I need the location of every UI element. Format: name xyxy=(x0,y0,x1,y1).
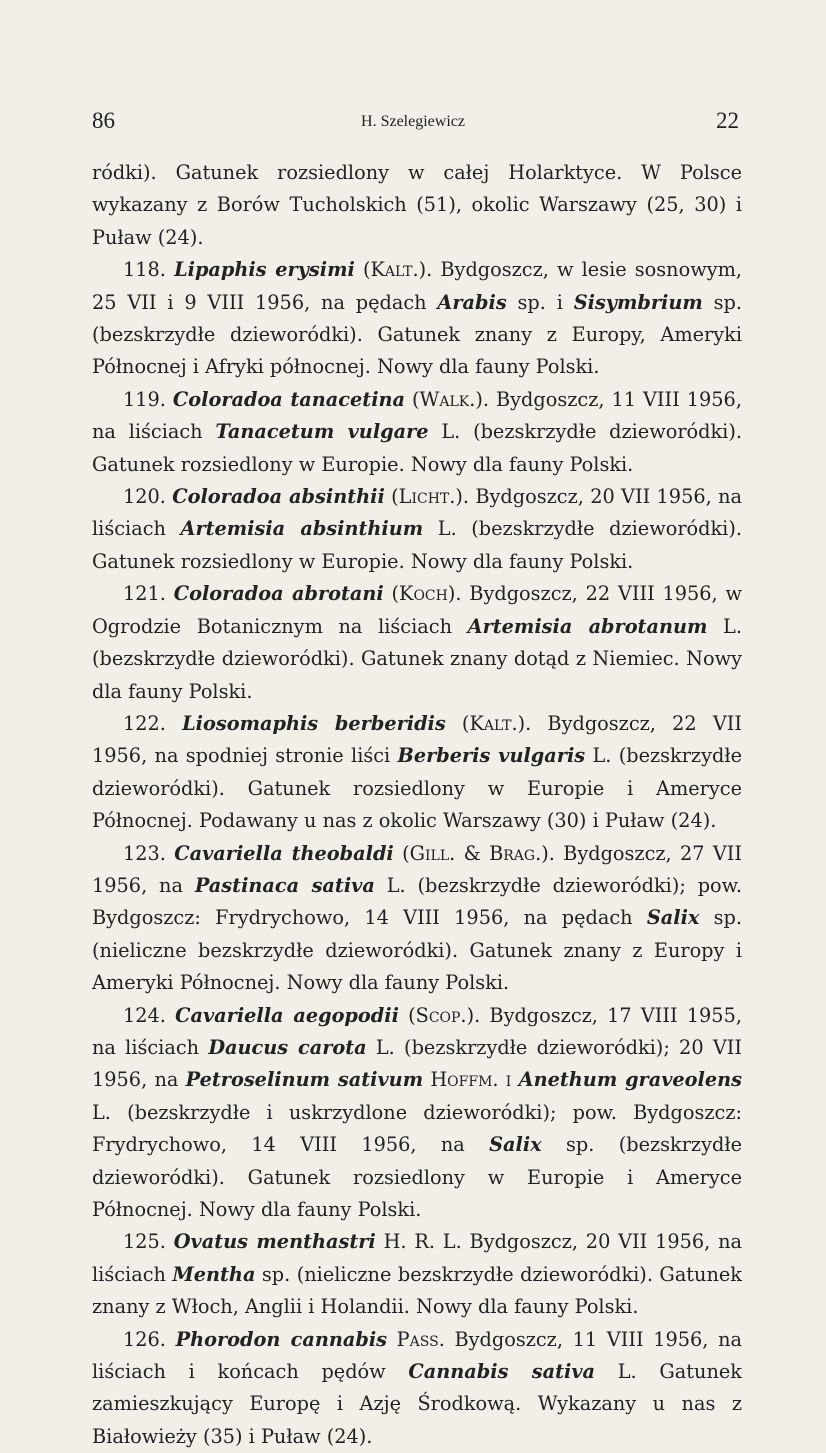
entry-number: 123. xyxy=(123,841,166,865)
plant-name: Cannabis sativa xyxy=(408,1360,596,1384)
species-author: (Walk.). xyxy=(412,387,490,411)
plant-name: Tanacetum vulgare xyxy=(215,420,429,444)
entry-text: sp. (nieliczne bezskrzydłe dzieworódki). Gatunek znany z Włoch, Anglii i Holandii. Nowy dla fauny Polski. xyxy=(92,1262,742,1319)
species-author: H. R. L. xyxy=(383,1230,462,1254)
entry-text: sp. (bezskrzydłe dzieworódki). Gatunek znany z Europy, Ameryki Północnej i Afryki północnej. Nowy dla fauny Polski. xyxy=(92,290,743,379)
entry-125 xyxy=(92,1226,742,1323)
entry-number: 125. xyxy=(123,1230,166,1254)
entry-text: L. (bezskrzydłe dzieworódki). Gatunek rozsiedlony w Europie i Ameryce Północnej. Podawany u nas z okolic Warszawy (30) i Puław (24). xyxy=(92,744,742,833)
entry-text: sp. (nieliczne bezskrzydłe dzieworódki). Gatunek znany z Europy i Ameryki Północnej. Nowy dla fauny Polski. xyxy=(92,906,743,995)
entry-number: 126. xyxy=(123,1327,166,1351)
plant-name: Anethum graveolens xyxy=(518,1068,742,1092)
plant-name: Artemisia absinthium xyxy=(180,517,424,541)
entry-text: L. (bezskrzydłe dzieworódki). Gatunek rozsiedlony w Europie. Nowy dla fauny Polski. xyxy=(92,517,742,573)
species-author: Pass. xyxy=(396,1327,445,1351)
entry-text: Bydgoszcz, 20 VII 1956, na liściach xyxy=(92,485,742,541)
entry-text: Bydgoszcz, 11 VIII 1956, na liściach xyxy=(92,387,742,444)
entry-number: 124. xyxy=(123,1003,166,1027)
entry-126 xyxy=(92,1324,742,1453)
plant-name: Berberis vulgaris xyxy=(397,744,586,768)
species-name: Ovatus menthastri xyxy=(173,1230,376,1254)
entry-text: Bydgoszcz, w lesie sosnowym, 25 VII i 9 VIII 1956, na pędach xyxy=(92,258,743,314)
entry-text: L. (bezskrzydłe dzieworódki); 20 VII 1956, na xyxy=(92,1035,742,1092)
species-author: (Scop.). xyxy=(408,1003,481,1027)
species-name: Cavariella aegopodii xyxy=(175,1003,399,1027)
entry-118 xyxy=(92,254,742,384)
body-text xyxy=(92,157,742,1453)
section-number: 22 xyxy=(716,108,739,133)
entry-123 xyxy=(92,838,742,1000)
entry-text: sp. i xyxy=(506,290,574,314)
entry-text: L. (bezskrzydłe dzieworódki); pow. Bydgoszcz: Frydrychowo, 14 VIII 1956, na pędach xyxy=(92,873,743,930)
plant-name: Daucus carota xyxy=(208,1035,367,1059)
running-head xyxy=(0,108,826,138)
entry-number: 118. xyxy=(123,258,166,282)
species-name: Liosomaphis berberidis xyxy=(182,711,446,735)
entry-text: Bydgoszcz, 11 VIII 1956, na liściach i końcach pędów xyxy=(92,1327,742,1384)
entry-120 xyxy=(92,481,742,578)
species-author: (Licht.). xyxy=(391,485,470,509)
author-name: H. Szelegiewicz xyxy=(361,113,465,130)
entry-text: Bydgoszcz, 20 VII 1956, na liściach xyxy=(92,1230,742,1286)
entry-number: 120. xyxy=(123,485,166,509)
entry-number: 121. xyxy=(123,582,166,606)
entry-text: Hoffm. i xyxy=(423,1068,519,1092)
entry-text: Bydgoszcz, 22 VII 1956, na spodniej stronie liści xyxy=(92,711,742,768)
entry-122 xyxy=(92,708,742,838)
entry-119 xyxy=(92,384,742,481)
entry-text: sp. (bezskrzydłe dzieworódki). Gatunek rozsiedlony w Europie i Ameryce Północnej. Nowy dla fauny Polski. xyxy=(92,1133,742,1221)
species-name: Cavariella theobaldi xyxy=(174,841,394,865)
entry-121 xyxy=(92,578,742,708)
plant-name: Mentha xyxy=(172,1262,256,1286)
page-number: 86 xyxy=(92,108,115,133)
species-name: Coloradoa absinthii xyxy=(172,485,385,509)
entry-number: 122. xyxy=(123,711,166,735)
entry-text: L. (bezskrzydłe dzieworódki). Gatunek znany dotąd z Niemiec. Nowy dla fauny Polski. xyxy=(92,614,742,703)
species-name: Coloradoa tanacetina xyxy=(172,387,406,411)
plant-name: Salix xyxy=(646,906,700,930)
entry-text: L. (bezskrzydłe dzieworódki). Gatunek rozsiedlony w Europie. Nowy dla fauny Polski. xyxy=(92,420,742,476)
plant-name: Petroselinum sativum xyxy=(185,1068,424,1092)
plant-name: Salix xyxy=(489,1133,542,1157)
plant-name: Arabis xyxy=(437,290,507,314)
entry-text: Bydgoszcz, 22 VIII 1956, w Ogrodzie Botanicznym na liściach xyxy=(92,582,742,638)
entry-124 xyxy=(92,1000,742,1227)
entry-text: Bydgoszcz, 17 VIII 1955, na liściach xyxy=(92,1003,742,1059)
plant-name: Pastinaca sativa xyxy=(194,873,375,897)
plant-name: Artemisia abrotanum xyxy=(467,614,708,638)
intro-paragraph: ródki). Gatunek rozsiedlony w całej Holarktyce. W Polsce wykazany z Borów Tucholskich (51), okolic Warszawy (25, 30) i Puław (24). xyxy=(92,161,742,249)
entry-number: 119. xyxy=(123,387,166,411)
entry-text: L. (bezskrzydłe i uskrzydlone dzieworódki); pow. Bydgoszcz: Frydrychowo, 14 VIII 1956, na xyxy=(92,1100,742,1157)
species-author: (Kalt.). xyxy=(362,258,433,282)
species-author: (Gill. & Brag.). xyxy=(402,841,555,865)
entry-text: Bydgoszcz, 27 VII 1956, na xyxy=(92,841,742,897)
species-author: (Kalt.). xyxy=(461,711,532,735)
entry-text: L. Gatunek zamieszkujący Europę i Azję Środkową. Wykazany u nas z Białowieży (35) i Puław (24). xyxy=(92,1360,742,1448)
species-name: Phorodon cannabis xyxy=(175,1327,388,1351)
species-author: (Koch). xyxy=(391,582,462,606)
species-name: Lipaphis erysimi xyxy=(174,258,355,282)
species-name: Coloradoa abrotani xyxy=(173,582,384,606)
plant-name: Sisymbrium xyxy=(573,290,703,314)
